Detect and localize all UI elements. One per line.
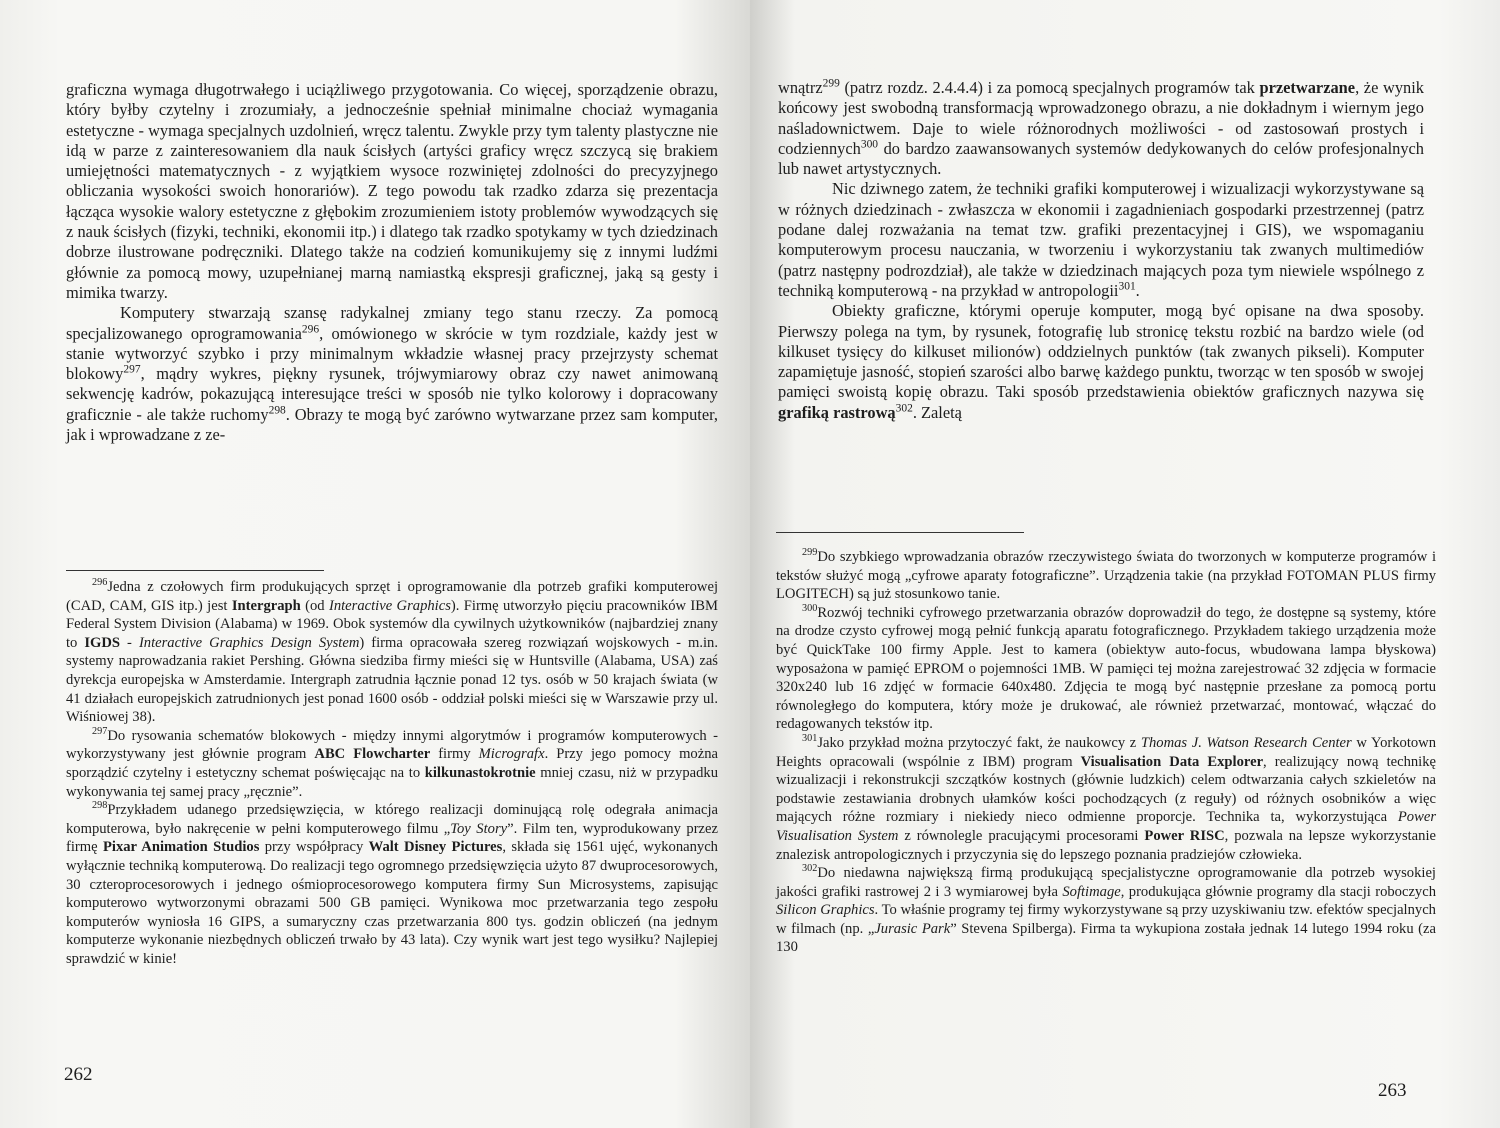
text-run: Komputery stwarzają szansę radykalnej zmiany tego stanu rzeczy. Za pomocą specjalizowanego oprogramowania — [66, 303, 718, 343]
text-run: Obiekty graficzne, którymi operuje komputer, mogą być opisane na dwa sposoby. Pierwszy polega na tym, by rysunek, fotografię lub stronicę tekstu rozbić na bardzo wiele (od kilkuset tysięcy do kilkuset milionów) oddzielnych punktów (tak zwanych pikseli). Komputer zapamiętuje jasność, stopień szarości albo barwę każdego punktu, tworząc w ten sposób w swojej pamięci swoistą kopię obrazu. Taki sposób przedstawienia obiektów graficznych nazywa się — [778, 301, 1424, 402]
bold-term: grafiką rastrową — [778, 402, 896, 422]
bold-term: IGDS — [84, 634, 121, 651]
text-run: Do rysowania schematów blokowych - między innymi algorytmów i programów komputerowych - wykorzystywany jest głównie program — [66, 727, 718, 763]
footnote-separator — [776, 532, 1024, 533]
bold-term: Visualisation Data Explorer — [1080, 753, 1264, 770]
right-paragraph-3 — [778, 301, 1424, 423]
footnote-ref-299[interactable]: 299 — [822, 77, 840, 90]
italic-term: Softimage — [1062, 883, 1121, 900]
footnote-number: 300 — [802, 602, 818, 614]
italic-term: Toy Story — [450, 820, 508, 837]
text-run: ”. Film ten, wyprodukowany przez firmę — [66, 820, 718, 856]
text-run: , realizujący nową technikę wizualizacji i rekonstrukcji szczątków kostnych (głównie ludzkich) celem odtwarzania całych szkieletów na podstawie zestawiania drobnych ułamków kości pochodzących (z reguły) od różnych osobników a więc mających różne rozmiary i niekiedy nieco odmienne proporcje. Technika ta, wykorzystująca — [776, 753, 1436, 826]
footnote-number: 297 — [92, 725, 108, 737]
text-run: ” Stevena Spilberga). Firma ta wykupiona została jednak 14 lutego 1994 roku (za 130 — [776, 920, 1436, 956]
footnote-ref-300[interactable]: 300 — [860, 138, 879, 151]
footnote-number: 296 — [92, 577, 108, 589]
left-footnotes — [66, 578, 718, 968]
right-paragraph-2 — [778, 179, 1424, 301]
footnote-300 — [776, 604, 1436, 734]
right-footnotes — [776, 548, 1436, 957]
page-number-left: 262 — [64, 1064, 93, 1085]
left-paragraph-1 — [66, 80, 718, 303]
right-paragraph-1 — [778, 78, 1424, 179]
left-paragraph-2 — [66, 303, 718, 445]
text-run: firmy — [430, 746, 479, 763]
text-run: Jedna z czołowych firm produkujących sprzęt i oprogramowanie dla potrzeb grafiki komputerowej (CAD, CAM, GIS itp.) jest — [66, 579, 718, 614]
italic-term: Silicon Graphics — [776, 902, 875, 919]
text-run: Rozwój techniki cyfrowego przetwarzania obrazów doprowadził do tego, że dostępne są systemy, które na drodze czysto cyfrowej mogą pełnić funkcją aparatu fotograficznego. Przykładem takiego urządzenia może być QuickTake 100 firmy Apple. Jest to kamera (obiektyw auto-focus, wbudowana lampa błyskowa) wyposażona w pamięć EPROM o pojemności 1MB. W pamięci tej można zarejestrować 32 zdjęcia w formacie 320x240 lub 16 zdjęć w formacie 640x480. Zdjęcia te mogą być następnie przesłane za pomocą portu równoległego do komputera, który może je drukować, ale również przetwarzać, montować, włączać do redagowanych tekstów itp. — [776, 604, 1436, 733]
footnote-ref-301[interactable]: 301 — [1118, 280, 1136, 293]
bold-term: Walt Disney Pictures — [368, 839, 503, 856]
footnote-ref-298[interactable]: 298 — [268, 404, 286, 417]
footnote-separator — [66, 570, 324, 571]
text-run: . Przy jego pomocy można sporządzić czytelny i estetyczny schemat poświęcając na to — [66, 746, 718, 781]
text-run: . — [1135, 280, 1140, 300]
footnote-298 — [66, 801, 718, 968]
text-run: ). Firmę utworzyło pięciu pracowników IBM Federal System Division (Alabama) w 1969. Obok systemów dla cywilnych użytkowników (najbardziej znany to — [66, 597, 718, 651]
right-body-text — [778, 78, 1424, 423]
bold-term: Power RISC — [1144, 827, 1225, 844]
text-run: . Zaletą — [912, 402, 962, 422]
footnote-ref-302[interactable]: 302 — [895, 402, 913, 415]
text-run: . Obrazy te mogą być zarówno wytwarzane przez sam komputer, jak i wprowadzane z ze- — [66, 404, 718, 445]
text-run: , pozwala na lepsze wykorzystanie znalezisk antropologicznych i przyczynia się do lepszego poznania pradziejów człowieka. — [776, 827, 1436, 863]
right-page — [750, 0, 1500, 1128]
text-run: Jako przykład można przytoczyć fakt, że naukowcy z — [817, 734, 1141, 751]
bold-term: ABC Flowcharter — [314, 746, 431, 763]
text-run: ) firma opracowała szereg rozwiązań wojskowych - m.in. systemy naprowadzania rakiet Pershing. Główna siedziba firmy mieści się w Huntsville (Alabama, USA) zaś dyrekcja europejska w Amsterdamie. Intergraph zatrudnia łącznie ponad 12 tys. osób w 50 krajach świata (w 41 działach europejskich zatrudnionych jest ponad 1600 osób - oddział polski mieści się w Warszawie przy ul. Wiśniowej 38). — [66, 634, 718, 726]
italic-term: Interactive Graphics — [328, 597, 451, 614]
left-body-text — [66, 80, 718, 445]
italic-term: Micrografx — [478, 746, 545, 763]
text-run: Nic dziwnego zatem, że techniki grafiki komputerowej i wizualizacji wykorzystywane są w różnych dziedzinach - zwłaszcza w ekonomii i zagadnieniach gospodarki przestrzennej (patrz podane dalej rozważania na temat tzw. grafiki prezentacyjnej i GIS), we wspomaganiu komputerowym procesu nauczania, w tworzeniu i wykorzystaniu tak zwanych multimediów (patrz następny podrozdział), ale także w dziedzinach mających poza tym niewiele wspólnego z techniką komputerową - na przykład w antropologii — [778, 179, 1424, 300]
text-run: z równolegle pracującymi procesorami — [898, 827, 1145, 844]
text-run: wnątrz — [778, 78, 823, 97]
footnote-number: 299 — [802, 547, 818, 559]
footnote-297 — [66, 727, 718, 801]
text-run: . To właśnie programy tej firmy wykorzystywane są przy uzyskiwaniu tzw. efektów specjalnych w filmach (np. „ — [776, 902, 1436, 937]
text-run: (od — [300, 597, 329, 614]
footnote-number: 301 — [802, 733, 818, 745]
text-run: w Yorkotown Heights opracowali (wspólnie z IBM) program — [776, 734, 1437, 770]
text-run: Do szybkiego wprowadzania obrazów rzeczywistego świata do tworzonych w komputerze programów i tekstów służyć mogą „cyfrowe aparaty fotograficzne”. Urządzenia takie (na przykład FOTOMAN PLUS firmy LOGITECH) są już stosunkowo tanie. — [776, 549, 1436, 603]
footnote-ref-297[interactable]: 297 — [123, 363, 141, 376]
text-run: przy współpracy — [259, 839, 369, 856]
text-run: , mądry wykres, piękny rysunek, trójwymiarowy obraz czy nawet animowaną sekwencję kadrów, pokazującą interesujące treści w sposób nie tylko kolorowy i dopracowany graficznie - ale także ruchomy — [66, 364, 718, 424]
footnote-301 — [776, 734, 1436, 864]
footnote-299 — [776, 548, 1436, 604]
text-run: , omówionego w skrócie w tym rozdziale, każdy jest w stanie wytworzyć szybko i przy minimalnym wkładzie własnej pracy przejrzysty schemat blokowy — [66, 323, 718, 384]
page-number-right: 263 — [1378, 1080, 1407, 1101]
bold-term: Intergraph — [231, 597, 301, 614]
italic-term: Jurasic Park — [874, 920, 951, 937]
bold-term: przetwarzane — [1259, 78, 1356, 97]
bold-term: kilkunastokrotnie — [424, 764, 536, 781]
text-run: Do niedawna największą firmą produkującą specjalistyczne oprogramowanie dla potrzeb wysokiej jakości grafiki rastrowej 2 i 3 wymiarowej była — [776, 865, 1436, 900]
left-paragraph-1-text: graficzna wymaga długotrwałego i uciążliwego przygotowania. Co więcej, sporządzenie obrazu, który byłby czytelny i zrozumiały, a jednocześnie spełniał minimalne chociaż wymagania estetyczne - wymaga specjalnych uzdolnień, wręcz talentu. Zwykle przy tym talenty plastyczne nie idą w parze z zainteresowaniem dla nauk ścisłych (artyści graficy wręcz szczycą się brakiem umiejętności matematycznych - z wyjątkiem wysoce rozwiniętej zdolności do precyzyjnego obliczania wysokości swoich honorariów). Z tego powodu tak rzadko zdarza się prezentacja łącząca wysokie walory estetyczne z głębokim zrozumieniem istoty problemów wywodzących się z nauk ścisłych (fizyki, techniki, ekonomii itp.) i dlatego tak rzadko spotykamy w tych dziedzinach dobrze ilustrowane podręczniki. Dlatego także na codzień komunikujemy się z innymi ludźmi głównie za pomocą mowy, uzupełnianej marną namiastką ekspresji graficznej, jaką są gesty i mimika twarzy. — [66, 80, 718, 302]
footnote-296 — [66, 578, 718, 727]
text-run: Przykładem udanego przedsięwzięcia, w którego realizacji dominującą rolę odegrała animacja komputerowa, było nakręcenie w pełni komputerowego filmu „ — [66, 802, 718, 837]
footnote-number: 298 — [92, 800, 108, 812]
italic-term: Thomas J. Watson Research Center — [1140, 734, 1352, 751]
text-run: mniej czasu, niż w przypadku wykonywania tej samej pracy „ręcznie”. — [66, 764, 719, 800]
text-run: (patrz rozdz. 2.4.4.4) i za pomocą specjalnych programów tak — [839, 78, 1260, 97]
footnote-302 — [776, 864, 1436, 957]
text-run: , produkująca głównie programy dla stacji roboczych — [1120, 883, 1436, 900]
bold-term: Pixar Animation Studios — [102, 839, 260, 856]
text-run: - — [120, 634, 139, 651]
footnote-ref-296[interactable]: 296 — [301, 323, 320, 336]
text-run: , składa się 1561 ujęć, wykonanych wyłącznie techniką komputerową. Do realizacji tego ogromnego przedsięwzięcia użyto 87 dwuprocesorowych, 30 czteroprocesorowych i jednego ośmioprocesorowego komputera firmy Sun Microsystems, zapisując komputerowo wytworzonymi obrazami 500 GB pamięci. Wynikowa moc przetwarzania tego zespołu komputerów wyniosła 16 GIPS, a sumaryczny czas przetwarzania 800 tys. godzin obliczeń (na jednym komputerze wykonanie niezbędnych obliczeń trwało by 43 lata). Czy wynik wart jest tego wysiłku? Najlepiej sprawdzić w kinie! — [66, 839, 718, 967]
italic-term: Interactive Graphics Design System — [138, 634, 360, 651]
italic-term: Power Visualisation System — [776, 809, 1436, 844]
footnote-number: 302 — [802, 863, 818, 875]
text-run: , że wynik końcowy jest swobodną transformacją wprowadzonego obrazu, a nie dokładnym i wiernym jego naśladownictwem. Daje to wiele różnorodnych możliwości - od zastosowań prostych i codziennych — [778, 78, 1424, 158]
text-run: do bardzo zaawansowanych systemów dedykowanych do celów profesjonalnych lub nawet artystycznych. — [778, 138, 1424, 179]
